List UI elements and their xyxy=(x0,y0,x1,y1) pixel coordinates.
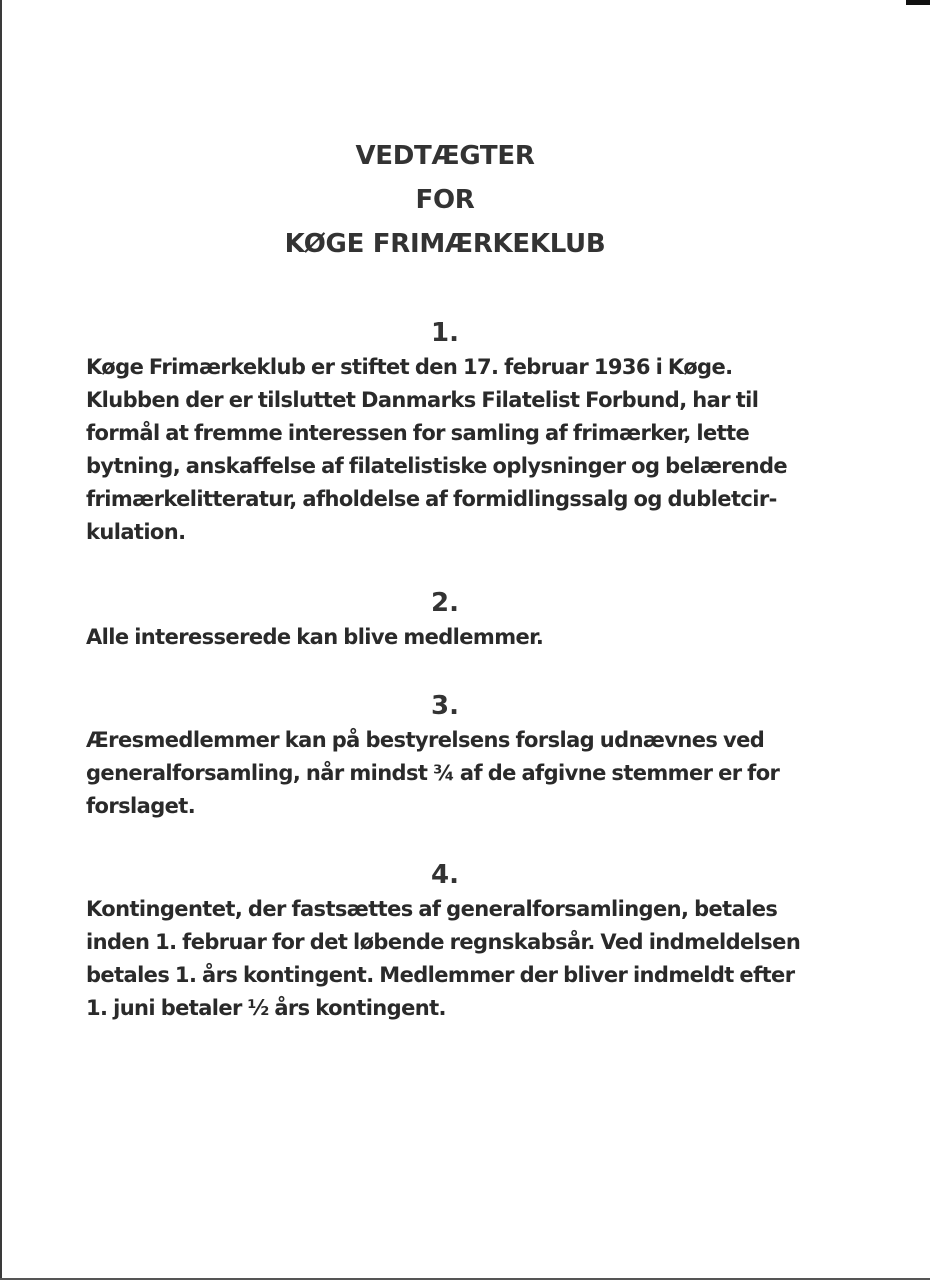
text-line: inden 1. februar for det løbende regnskabsår. Ved indmeldelsen xyxy=(86,930,801,954)
section-text xyxy=(86,621,846,654)
text-line: formål at fremme interessen for samling af frimærker, lette xyxy=(86,421,750,445)
text-line: 1. juni betaler ½ års kontingent. xyxy=(86,996,446,1020)
document-page xyxy=(86,134,846,1025)
section-3 xyxy=(86,688,846,823)
section-number-label: 4. xyxy=(431,860,459,890)
text-line: Køge Frimærkeklub er stiftet den 17. februar 1936 i Køge. xyxy=(86,355,733,379)
section-number xyxy=(86,585,846,621)
section-text xyxy=(86,893,846,1025)
text-line: frimærkelitteratur, afholdelse af formidlingssalg og dubletcir- xyxy=(86,487,777,511)
section-1 xyxy=(86,315,846,549)
section-text xyxy=(86,724,846,823)
title-line-3: KØGE FRIMÆRKEKLUB xyxy=(284,229,606,259)
section-number-label: 3. xyxy=(431,691,459,721)
title-line-2: FOR xyxy=(415,185,475,215)
text-line: Kontingentet, der fastsættes af generalforsamlingen, betales xyxy=(86,897,778,921)
section-number xyxy=(86,315,846,351)
text-line: kulation. xyxy=(86,520,186,544)
document-title xyxy=(86,134,846,266)
scan-corner-mark xyxy=(906,0,930,5)
text-line: Æresmedlemmer kan på bestyrelsens forslag udnævnes ved xyxy=(86,728,765,752)
text-line: forslaget. xyxy=(86,794,196,818)
text-line: generalforsamling, når mindst ¾ af de afgivne stemmer er for xyxy=(86,761,780,785)
section-4 xyxy=(86,857,846,1025)
section-2 xyxy=(86,585,846,654)
title-line-1: VEDTÆGTER xyxy=(355,141,535,171)
text-line: Klubben der er tilsluttet Danmarks Filatelist Forbund, har til xyxy=(86,388,759,412)
section-number-label: 1. xyxy=(431,318,459,348)
section-number xyxy=(86,688,846,724)
text-line: betales 1. års kontingent. Medlemmer der bliver indmeldt efter xyxy=(86,963,795,987)
section-number xyxy=(86,857,846,893)
scan-edge-left xyxy=(0,0,2,1280)
text-line: bytning, anskaffelse af filatelistiske oplysninger og belærende xyxy=(86,454,788,478)
section-text xyxy=(86,351,846,549)
text-line: Alle interesserede kan blive medlemmer. xyxy=(86,625,544,649)
section-number-label: 2. xyxy=(431,588,459,618)
